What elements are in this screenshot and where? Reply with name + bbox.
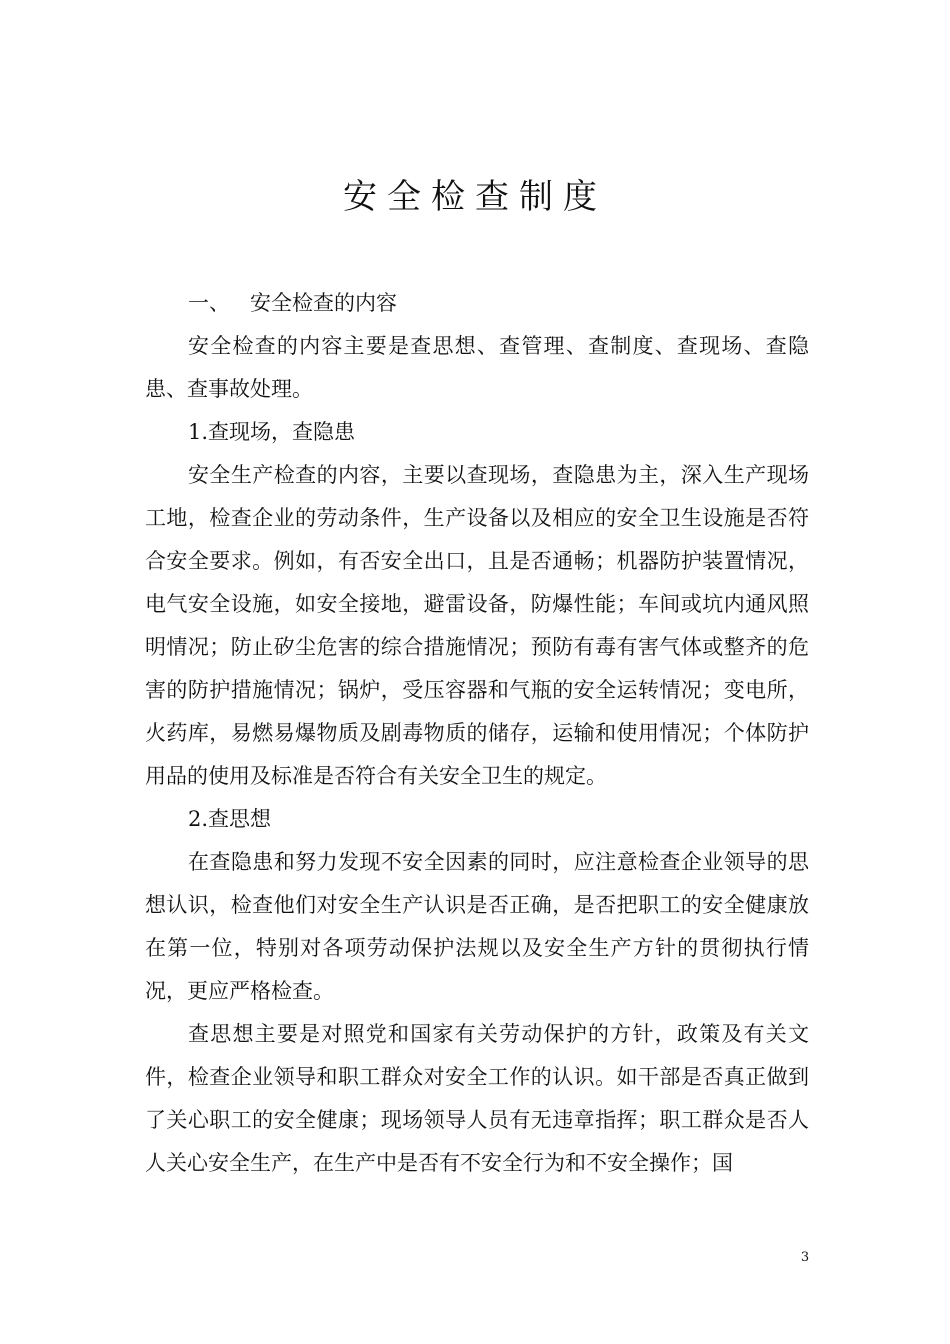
paragraph-ideology-1: 在查隐患和努力发现不安全因素的同时，应注意检查企业领导的思想认识，检查他们对安全生产认识是否正确，是否把职工的安全健康放在第一位，特别对各项劳动保护法规以及安全生产方针的贯彻执行情况，更应严格检查。 <box>145 850 809 1003</box>
subheading-ideology-inspection: 2.查思想 <box>188 807 272 831</box>
section-heading-text: 安全检查的内容 <box>250 291 397 315</box>
page-number: 3 <box>800 1250 810 1265</box>
paragraph-ideology-2: 查思想主要是对照党和国家有关劳动保护的方针，政策及有关文件，检查企业领导和职工群众对安全工作的认识。如干部是否真正做到了关心职工的安全健康；现场领导人员有无违章指挥；职工群众是否人人关心安全生产，在生产中是否有不安全行为和不安全操作；国 <box>145 1022 809 1175</box>
subheading-site-inspection: 1.查现场，查隐患 <box>188 420 356 444</box>
document-body <box>145 282 809 1185</box>
paragraph-site-inspection: 安全生产检查的内容，主要以查现场，查隐患为主，深入生产现场工地，检查企业的劳动条件，生产设备以及相应的安全卫生设施是否符合安全要求。例如，有否安全出口，且是否通畅；机器防护装置情况，电气安全设施，如安全接地，避雷设备，防爆性能；车间或坑内通风照明情况；防止矽尘危害的综合措施情况；预防有毒有害气体或整齐的危害的防护措施情况；锅炉，受压容器和气瓶的安全运转情况；变电所，火药库，易燃易爆物质及剧毒物质的储存，运输和使用情况；个体防护用品的使用及标准是否符合有关安全卫生的规定。 <box>145 463 809 788</box>
document-title: 安全检查制度 <box>343 177 607 217</box>
paragraph-intro: 安全检查的内容主要是查思想、查管理、查制度、查现场、查隐患、查事故处理。 <box>145 334 809 401</box>
section-number: 一、 <box>188 291 230 315</box>
section-heading <box>145 282 809 325</box>
